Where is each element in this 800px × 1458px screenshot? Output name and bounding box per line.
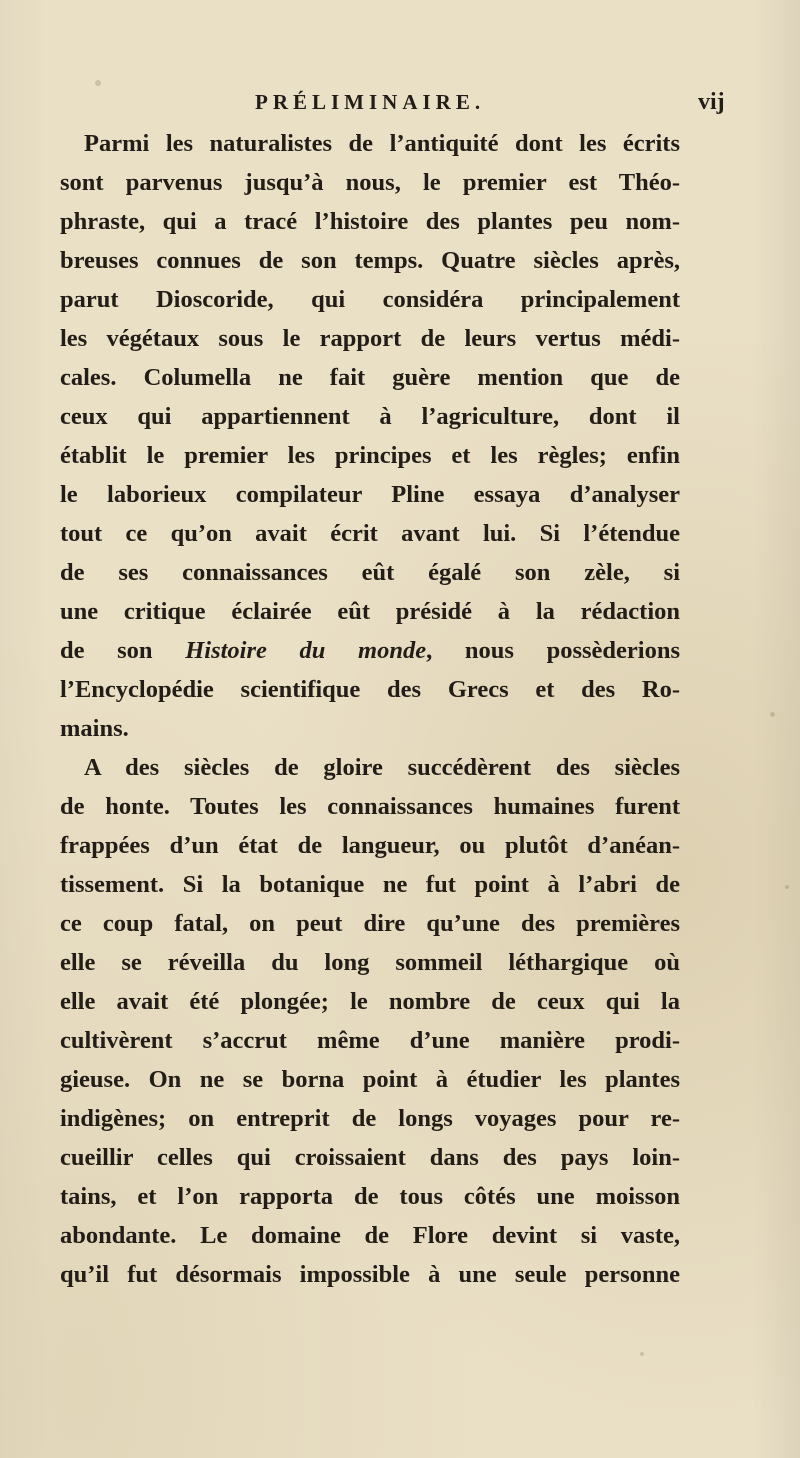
text-line: cueillir celles qui croissaient dans des pays loin- xyxy=(60,1144,680,1171)
running-title: PRÉLIMINAIRE. xyxy=(255,90,486,114)
foxing-spot xyxy=(640,1352,644,1356)
text-line: A des siècles de gloire succédèrent des siècles xyxy=(84,754,680,781)
book-title-italic: Histoire du monde xyxy=(185,637,427,664)
text-line: mains. xyxy=(60,715,129,742)
running-head xyxy=(0,82,800,122)
foxing-spot xyxy=(785,885,789,889)
text-segment: de son xyxy=(60,637,186,664)
text-line: breuses connues de son temps. Quatre siècles après, xyxy=(60,247,680,274)
text-line: Parmi les naturalistes de l’antiquité dont les écrits xyxy=(84,130,680,157)
text-line: cultivèrent s’accrut même d’une manière prodi- xyxy=(60,1027,680,1054)
text-line: le laborieux compilateur Pline essaya d’analyser xyxy=(60,481,680,508)
text-line: sont parvenus jusqu’à nous, le premier est Théo- xyxy=(60,169,680,196)
text-line: tissement. Si la botanique ne fut point à l’abri de xyxy=(60,871,680,898)
text-line: une critique éclairée eût présidé à la rédaction xyxy=(60,598,680,625)
text-line: tains, et l’on rapporta de tous côtés une moisson xyxy=(60,1183,680,1210)
text-line: abondante. Le domaine de Flore devint si vaste, xyxy=(60,1222,680,1249)
page-number: vij xyxy=(698,89,725,115)
body-text xyxy=(60,124,680,1294)
text-line: cales. Columella ne fait guère mention que de xyxy=(60,364,680,391)
text-line: ceux qui appartiennent à l’agriculture, dont il xyxy=(60,403,680,430)
text-line: parut Dioscoride, qui considéra principalement xyxy=(60,286,680,313)
text-line xyxy=(60,631,680,670)
text-line: de honte. Toutes les connaissances humaines furent xyxy=(60,793,680,820)
text-line: phraste, qui a tracé l’histoire des plantes peu nom- xyxy=(60,208,680,235)
foxing-spot xyxy=(770,712,775,717)
text-segment: , nous possèderions xyxy=(426,637,680,664)
text-line: frappées d’un état de langueur, ou plutôt d’anéan- xyxy=(60,832,680,859)
foxing-spot xyxy=(95,80,101,86)
text-line: l’Encyclopédie scientifique des Grecs et des Ro- xyxy=(60,676,680,703)
text-line: de ses connaissances eût égalé son zèle, si xyxy=(60,559,680,586)
text-line: établit le premier les principes et les règles; enfin xyxy=(60,442,680,469)
text-line: qu’il fut désormais impossible à une seule personne xyxy=(60,1261,680,1288)
text-line: ce coup fatal, on peut dire qu’une des premières xyxy=(60,910,680,937)
text-line: tout ce qu’on avait écrit avant lui. Si l’étendue xyxy=(60,520,680,547)
text-line: les végétaux sous le rapport de leurs vertus médi- xyxy=(60,325,680,352)
text-line: gieuse. On ne se borna point à étudier les plantes xyxy=(60,1066,680,1093)
text-line: indigènes; on entreprit de longs voyages pour re- xyxy=(60,1105,680,1132)
text-line: elle se réveilla du long sommeil léthargique où xyxy=(60,949,680,976)
text-line: elle avait été plongée; le nombre de ceux qui la xyxy=(60,988,680,1015)
